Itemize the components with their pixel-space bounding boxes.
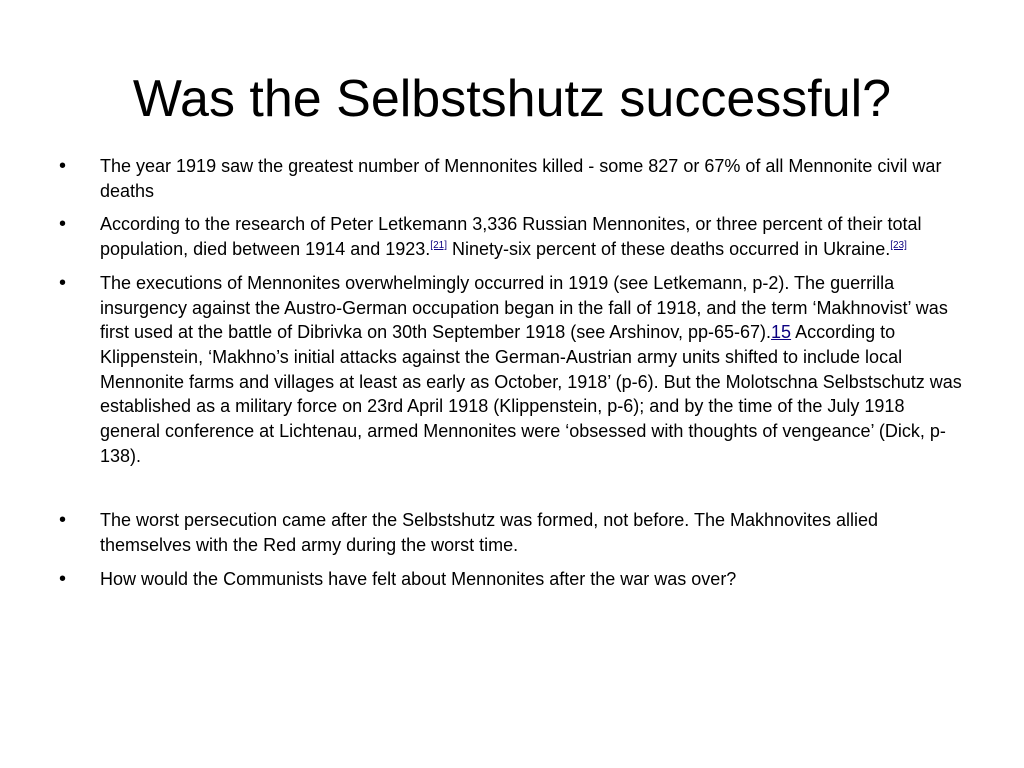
citation-link[interactable]: [21]: [430, 240, 447, 252]
bullet-text: The worst persecution came after the Selbstshutz was formed, not before. The Makhnovites allied themselves with the Red army during the worst time.: [100, 510, 879, 556]
bullet-icon: •: [59, 509, 67, 532]
bullet-text: According to Klippenstein, ‘Makhno’s initial attacks against the German-Austrian army units shifted to include local Mennonite farms and villages at least as early as October, 1918’ (p-6). But the Molotschna Selbstschutz was established as a military force on 23rd April 1918 (Klippenstein, p-6); and by the time of the July 1918 general conference at Lichtenau, armed Mennonites were ‘obsessed with thoughts of vengeance’ (Dick, p-138).: [100, 322, 962, 466]
slide-title: Was the Selbstshutz successful?: [132, 70, 892, 128]
bullet-text: According to the research of Peter Letkemann 3,336 Russian Mennonites, or three percent of their total population, died between 1914 and 1923.: [100, 214, 922, 260]
bullet-list: [56, 154, 968, 601]
bullet-text: The year 1919 saw the greatest number of Mennonites killed - some 827 or 67% of all Mennonite civil war deaths: [100, 156, 942, 201]
bullet-icon: •: [59, 213, 67, 236]
bullet-icon: •: [59, 155, 67, 177]
footnote-link[interactable]: 15: [771, 322, 792, 343]
bullet-icon: •: [59, 567, 67, 590]
bullet-item: [56, 154, 968, 203]
bullet-item: [56, 212, 968, 261]
bullet-icon: •: [59, 271, 67, 294]
bullet-item: [56, 567, 968, 592]
bullet-item: [56, 508, 968, 557]
bullet-text: The executions of Mennonites overwhelmingly occurred in 1919 (see Letkemann, p-2). The guerrilla insurgency against the Austro-German occupation began in the fall of 1918, and the term ‘Makhnovist’ was first used at the battle of Dibrivka on 30th September 1918 (see Arshinov, pp-65-67).: [100, 272, 948, 343]
bullet-item: [56, 271, 968, 469]
bullet-text: Ninety-six percent of these deaths occurred in Ukraine.: [446, 239, 891, 260]
citation-link[interactable]: [23]: [890, 240, 907, 252]
bullet-text: How would the Communists have felt about Mennonites after the war was over?: [100, 568, 737, 589]
